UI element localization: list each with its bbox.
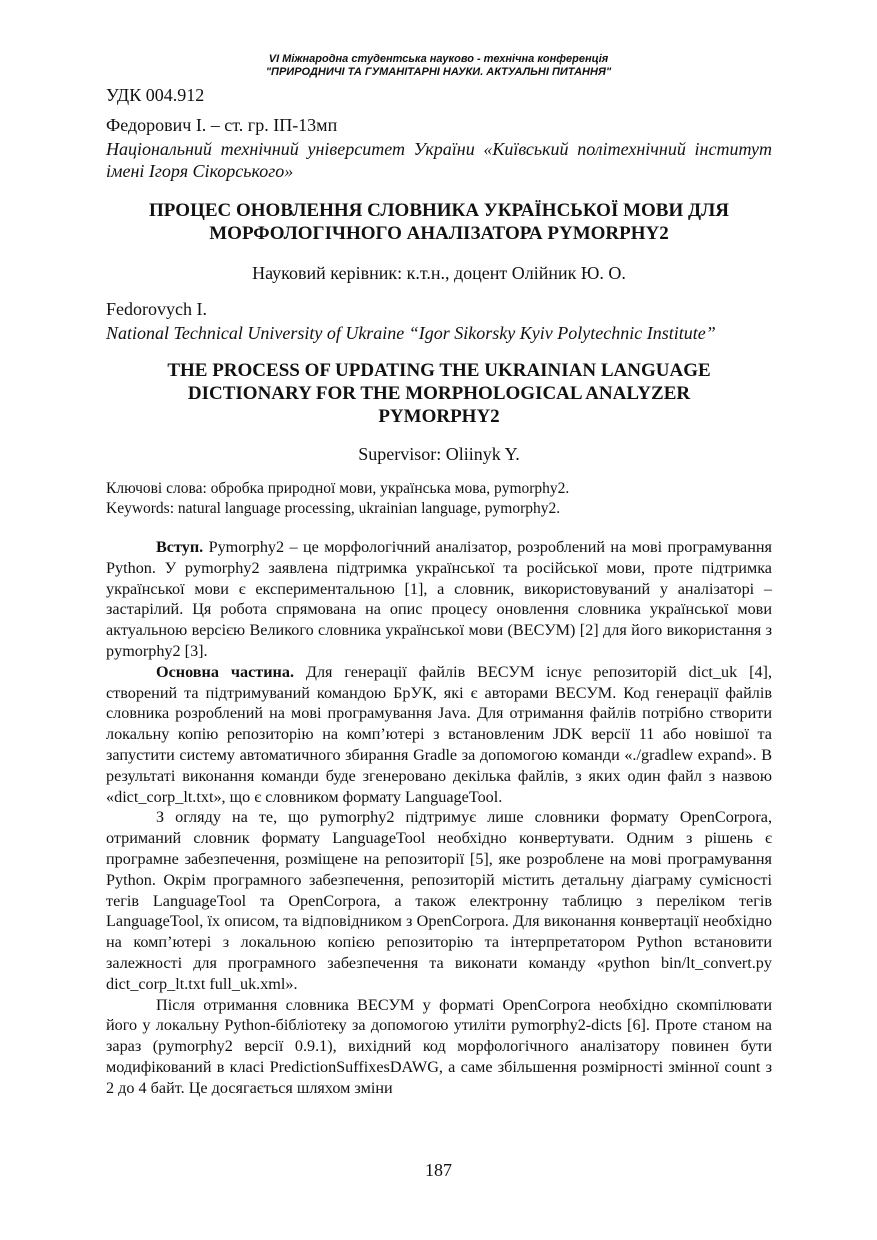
paragraph-compile xyxy=(106,995,772,1099)
paragraph-text: Для генерації файлів ВЕСУМ існує репозиторій dict_uk [4], створений та підтримуваний командою БрУК, які є авторами ВЕСУМ. Код генерації файлів словника розроблений на мові програмування Java. Для отримання файлів потрібно створити локальну копію репозиторію на комп’ютері з встановленим JDK версії 11 або новішої та запустити систему автоматичного збирання Gradle за допомогою команди «./gradlew expand». В результаті виконання команди буде згенеровано декілька файлів, з яких один файл з назвою «dict_corp_lt.txt», що є словником формату LanguageTool. xyxy=(106,662,772,806)
udk-code: УДК 004.912 xyxy=(106,85,205,105)
paragraph-text: З огляду на те, що pymorphy2 підтримує лише словники формату OpenCorpora, отриманий словник формату LanguageTool необхідно конвертувати. Одним з рішень є програмне забезпечення, розміщене на репозиторії [5], яке розроблене на мові програмування Python. Окрім програмного забезпечення, репозиторій містить детальну діаграму сумісності тегів LanguageTool та OpenCorpora, а також електронну таблицю з переліком тегів LanguageTool, їх описом, та відповідником з OpenCorpora. Для виконання конвертації необхідно на комп’ютері з локальною копією репозиторію та інтерпретатором Python встановити залежності для програмного забезпечення та виконати команду «python bin/lt_convert.py dict_corp_lt.txt full_uk.xml». xyxy=(106,808,772,993)
supervisor-en: Supervisor: Oliinyk Y. xyxy=(358,444,520,464)
paragraph-text: Pymorphy2 – це морфологічний аналізатор, розроблений на мові програмування Python. У pymorphy2 заявлена підтримка української та російської мови, проте підтримка української мови є експериментальною [1], а словник, використовуваний у аналізаторі – застарілий. Ця робота спрямована на опис процесу оновлення словника української мови актуальною версією Великого словника української мови (ВЕСУМ) [2] для його використання з pymorphy2 [3]. xyxy=(106,538,772,660)
paragraph-lead: Вступ. xyxy=(156,538,204,556)
paragraph-intro xyxy=(106,537,772,662)
paragraph-conversion xyxy=(106,807,772,994)
article-text xyxy=(106,537,772,1099)
conference-header-line1: VI Міжнародна студентська науково - технічна конференція xyxy=(268,53,609,65)
article-body xyxy=(106,82,772,1099)
title-en-line1: THE PROCESS OF UPDATING THE UKRAINIAN LANGUAGE xyxy=(167,360,711,381)
supervisor-ua: Науковий керівник: к.т.н., доцент Олійник Ю. О. xyxy=(252,263,626,283)
title-en-line3: PYMORPHY2 xyxy=(378,406,500,427)
page-number: 187 xyxy=(425,1160,452,1180)
title-ua xyxy=(106,199,772,245)
title-ua-line1: ПРОЦЕС ОНОВЛЕННЯ СЛОВНИКА УКРАЇНСЬКОЇ МОВИ ДЛЯ xyxy=(149,200,729,221)
conference-header-line2: "ПРИРОДНИЧІ ТА ГУМАНІТАРНІ НАУКИ. АКТУАЛЬНІ ПИТАННЯ" xyxy=(265,66,612,78)
author-ua: Федорович І. – ст. гр. ІП-13мп xyxy=(106,115,338,135)
affiliation-en: National Technical University of Ukraine “Igor Sikorsky Kyiv Polytechnic Institute” xyxy=(106,323,716,343)
keywords-ua: Ключові слова: обробка природної мови, українська мова, pymorphy2. xyxy=(106,480,570,497)
title-ua-line2: МОРФОЛОГІЧНОГО АНАЛІЗАТОРА PYMORPHY2 xyxy=(209,223,669,244)
author-en: Fedorovych I. xyxy=(106,299,207,319)
paragraph-lead: Основна частина. xyxy=(156,662,295,681)
title-en-line2: DICTIONARY FOR THE MORPHOLOGICAL ANALYZER xyxy=(187,383,691,404)
title-en xyxy=(106,359,772,428)
keywords-en: Keywords: natural language processing, ukrainian language, pymorphy2. xyxy=(106,500,561,517)
paragraph-main xyxy=(106,662,772,808)
affiliation-ua: Національний технічний університет України «Київський політехнічний інститут імені Ігоря Сікорського» xyxy=(106,139,772,181)
paragraph-text: Після отримання словника ВЕСУМ у форматі OpenCorpora необхідно скомпілювати його у локальну Python-бібліотеку за допомогою утиліти pymorphy2-dicts [6]. Проте станом на зараз (pymorphy2 версії 0.9.1), вихідний код морфологічного аналізатору повинен бути модифікований в класі PredictionSuffixesDAWG, а саме збільшення розмірності змінної count з 2 до 4 байт. Це досягається шляхом зміни xyxy=(106,995,772,1097)
